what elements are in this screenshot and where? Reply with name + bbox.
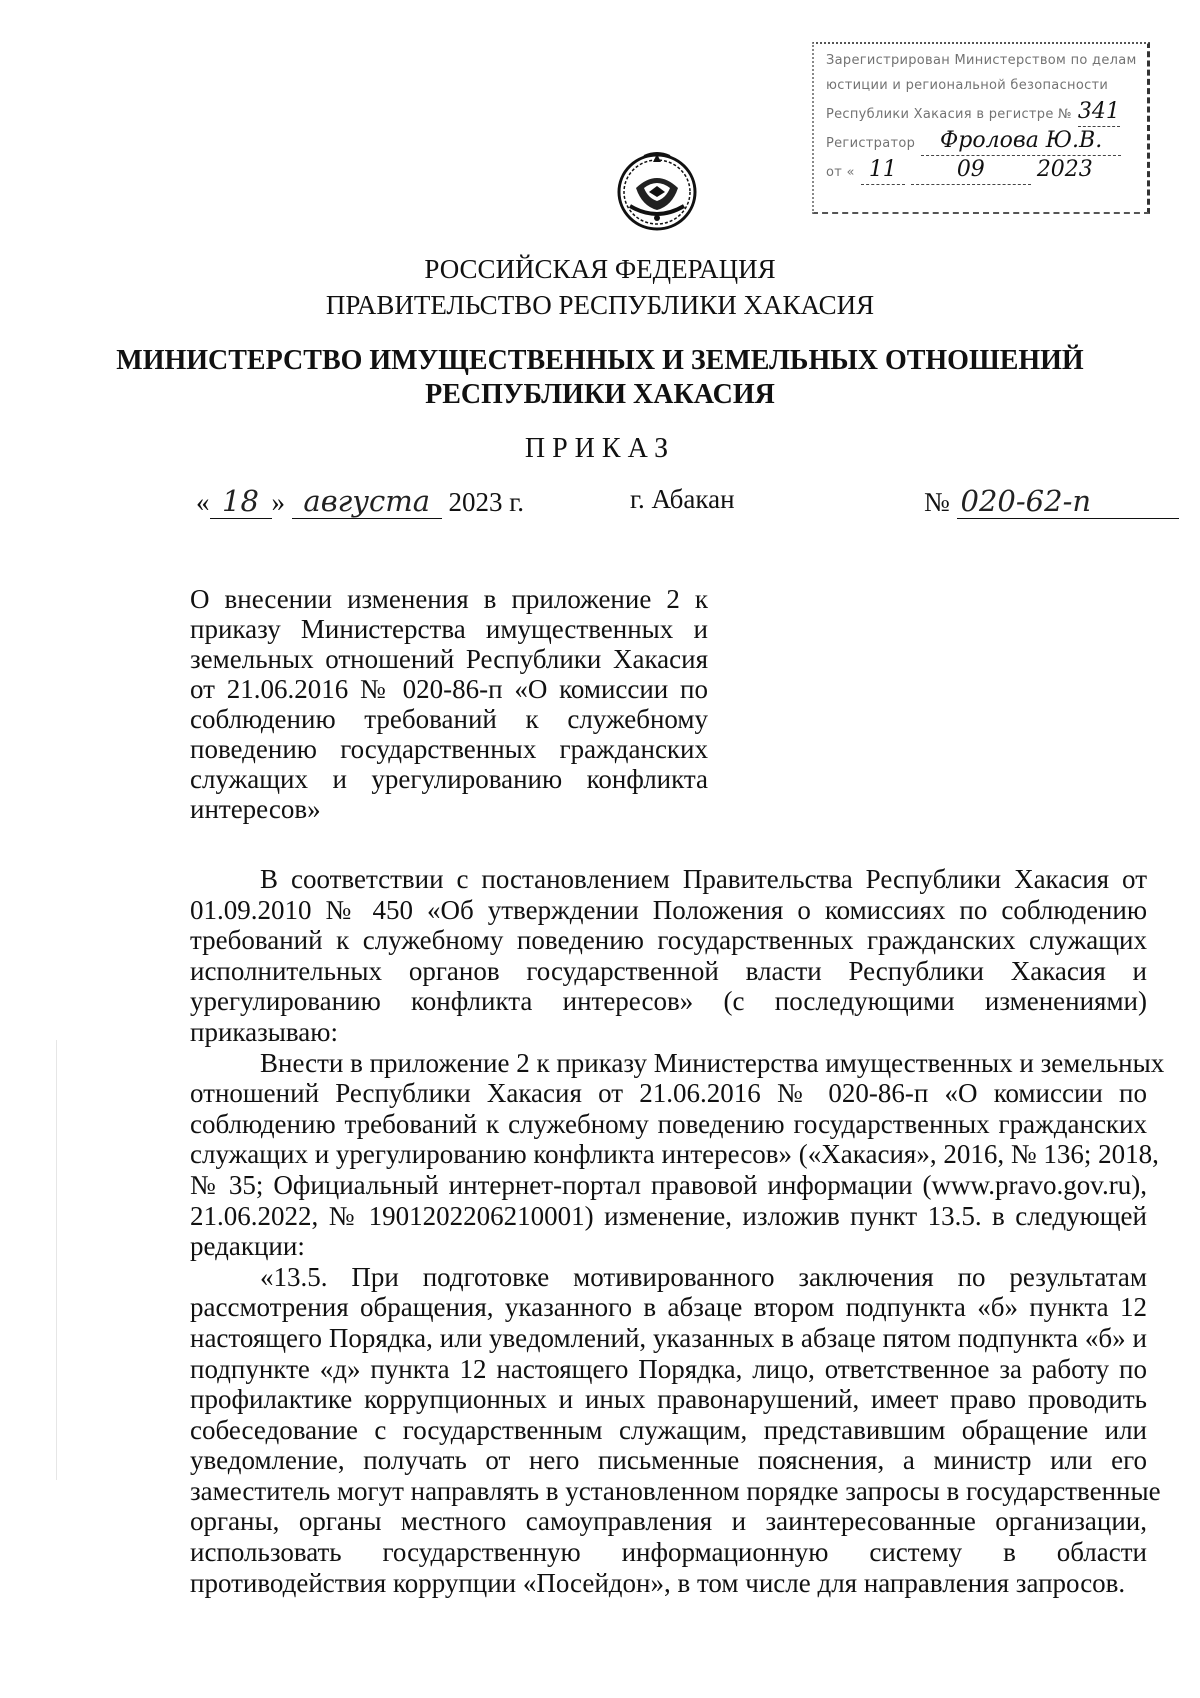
stamp-date-row <box>826 156 1139 185</box>
body-line: служащих и урегулированию конфликта интересов» («Хакасия», 2016, № 136; 2018, <box>190 1139 1159 1170</box>
date-year: 2023 г. <box>448 487 525 517</box>
body-line: собеседование с государственным служащим, представившим обращение или <box>190 1414 1147 1445</box>
body-line: органы, органы местного самоуправления и заинтересованные организации, <box>190 1506 1147 1537</box>
stamp-date-year: 2023 <box>1036 157 1093 182</box>
registration-stamp <box>812 42 1150 214</box>
body-line: 21.06.2022, № 1901202206210001) изменение, изложив пункт 13.5. в следующей <box>190 1200 1147 1231</box>
ministry-heading-line-1: МИНИСТЕРСТВО ИМУЩЕСТВЕННЫХ И ЗЕМЕЛЬНЫХ ОТНОШЕНИЙ <box>116 345 1084 376</box>
order-date <box>196 484 524 519</box>
body-line: профилактике коррупционных и иных правонарушений, имеет право проводить <box>190 1384 1147 1415</box>
subject-line: от 21.06.2016 № 020-86-п «О комиссии по <box>190 674 708 704</box>
coat-of-arms-icon <box>614 148 700 232</box>
order-number <box>924 484 1179 519</box>
stamp-registrar-label: Регистратор <box>826 136 916 151</box>
body-line: В соответствии с постановлением Правительства Республики Хакасия от <box>260 864 1147 894</box>
order-body <box>190 864 1165 1598</box>
subject-line: земельных отношений Республики Хакасия <box>190 644 708 674</box>
date-quote-open: « <box>196 487 210 517</box>
stamp-date-month: 09 <box>911 156 1031 185</box>
stamp-line-2: юстиции и региональной безопасности <box>826 78 1109 93</box>
body-line: урегулированию конфликта интересов» (с последующими изменениями) <box>190 986 1147 1017</box>
body-line: подпункте «д» пункта 12 настоящего Порядка, лицо, ответственное за работу по <box>190 1353 1147 1384</box>
number-value: 020-62-п <box>957 484 1179 519</box>
body-line: приказываю: <box>190 1016 338 1047</box>
body-line: № 35; Официальный интернет-портал правовой информации (www.pravo.gov.ru), <box>190 1169 1147 1200</box>
order-subject <box>190 584 708 824</box>
body-line: заместитель могут направлять в установленном порядке запросы в государственные <box>190 1475 1161 1506</box>
body-line: 01.09.2010 № 450 «Об утверждении Положения о комиссиях по соблюдению <box>190 894 1147 925</box>
subject-line: служащих и урегулированию конфликта <box>190 764 708 794</box>
scan-margin-line <box>56 1040 57 1480</box>
body-line: исполнительных органов государственной власти Республики Хакасия и <box>190 955 1147 986</box>
amendment-paragraph <box>190 1047 1165 1262</box>
document-type-title: ПРИКАЗ <box>524 433 676 464</box>
date-quote-close: » <box>271 487 285 517</box>
number-label: № <box>924 487 950 517</box>
date-day: 18 <box>210 484 272 519</box>
subject-line: приказу Министерства имущественных и <box>190 614 708 644</box>
body-line: Внести в приложение 2 к приказу Министерства имущественных и земельных <box>260 1047 1165 1078</box>
stamp-registrar-signature: Фролова Ю.В. <box>921 127 1121 156</box>
stamp-registrar-row <box>826 127 1139 156</box>
subject-line: поведению государственных гражданских <box>190 734 708 764</box>
date-month: августа <box>292 484 442 519</box>
body-line: соблюдению требований к служебному поведению государственных гражданских <box>190 1108 1147 1139</box>
stamp-register-row <box>826 98 1139 127</box>
body-line: настоящего Порядка, или уведомлений, указанных в абзаце пятом подпункта «б» и <box>190 1322 1147 1353</box>
body-line: отношений Республики Хакасия от 21.06.2016 № 020-86-п «О комиссии по <box>190 1078 1147 1109</box>
preamble-paragraph <box>190 864 1147 1048</box>
stamp-line-3: Республики Хакасия в регистре № <box>826 107 1072 122</box>
stamp-line-1: Зарегистрирован Министерством по делам <box>826 53 1137 68</box>
stamp-date-prefix: от « <box>826 165 855 180</box>
stamp-date-day: 11 <box>861 156 905 185</box>
ministry-heading-line-2: РЕСПУБЛИКИ ХАКАСИЯ <box>425 379 775 410</box>
subject-line: интересов» <box>190 794 321 824</box>
country-heading: РОССИЙСКАЯ ФЕДЕРАЦИЯ <box>424 254 776 284</box>
body-line: уведомление, получать от него письменные пояснения, а министр или его <box>190 1445 1147 1476</box>
order-city: г. Абакан <box>630 484 735 514</box>
government-heading: ПРАВИТЕЛЬСТВО РЕСПУБЛИКИ ХАКАСИЯ <box>325 290 875 320</box>
stamp-register-number: 341 <box>1078 98 1120 127</box>
body-line: редакции: <box>190 1231 305 1262</box>
new-clause-paragraph <box>190 1261 1161 1599</box>
body-line: использовать государственную информационную систему в области <box>190 1537 1147 1568</box>
body-line: противодействия коррупции «Посейдон», в том числе для направления запросов. <box>190 1567 1126 1598</box>
subject-line: соблюдению требований к служебному <box>190 704 708 734</box>
body-line: «13.5. При подготовке мотивированного заключения по результатам <box>260 1261 1147 1292</box>
order-meta-line <box>0 484 1200 528</box>
body-line: требований к служебному поведению государственных гражданских служащих <box>190 925 1147 956</box>
subject-line: О внесении изменения в приложение 2 к <box>190 584 708 614</box>
body-line: рассмотрения обращения, указанного в абзаце втором подпункта «б» пункта 12 <box>190 1292 1147 1323</box>
